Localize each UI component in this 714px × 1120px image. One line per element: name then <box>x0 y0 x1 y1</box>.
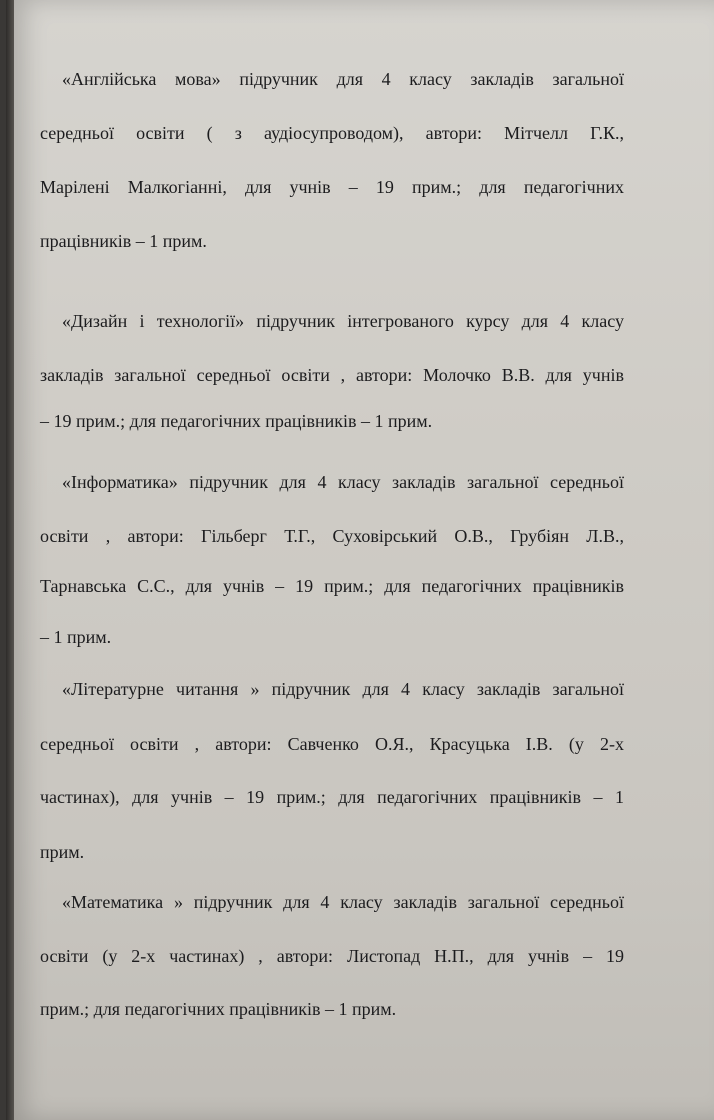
text-line: закладів загальної середньої освіти , автори: Молочко В.В. для учнів <box>40 365 624 385</box>
text-line: «Дизайн і технології» підручник інтегрованого курсу для 4 класу <box>62 311 624 331</box>
text-line: «Інформатика» підручник для 4 класу закладів загальної середньої <box>62 472 624 492</box>
text-line: середньої освіти ( з аудіосупроводом), автори: Мітчелл Г.К., <box>40 123 624 143</box>
text-line: – 1 прим. <box>40 627 112 647</box>
text-line: – 19 прим.; для педагогічних працівників – 1 прим. <box>40 411 433 431</box>
text-line: «Англійська мова» підручник для 4 класу закладів загальної <box>62 69 624 89</box>
text-line: освіти , автори: Гільберг Т.Г., Суховірський О.В., Грубіян Л.В., <box>40 526 624 546</box>
page-edge-shadow <box>6 0 14 1120</box>
text-line: освіти (у 2-х частинах) , автори: Листопад Н.П., для учнів – 19 <box>40 946 624 966</box>
text-line: працівників – 1 прим. <box>40 231 207 251</box>
text-line: прим.; для педагогічних працівників – 1 прим. <box>40 999 397 1019</box>
text-line: середньої освіти , автори: Савченко О.Я., Красуцька І.В. (у 2-х <box>40 734 624 754</box>
text-line: «Математика » підручник для 4 класу закладів загальної середньої <box>62 892 624 912</box>
text-line: прим. <box>40 842 85 862</box>
text-line: частинах), для учнів – 19 прим.; для педагогічних працівників – 1 <box>40 787 624 807</box>
text-line: Тарнавська С.С., для учнів – 19 прим.; для педагогічних працівників <box>40 576 624 596</box>
text-line: «Літературне читання » підручник для 4 класу закладів загальної <box>62 679 624 699</box>
text-line: Марілені Малкогіанні, для учнів – 19 прим.; для педагогічних <box>40 177 624 197</box>
document-page <box>6 0 714 1120</box>
